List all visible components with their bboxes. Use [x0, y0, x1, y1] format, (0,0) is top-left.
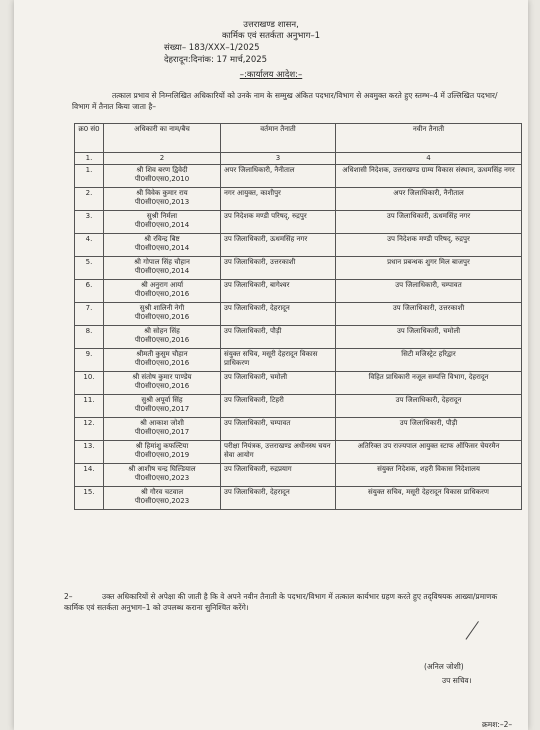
officer-name: श्री गोपाल सिंह चौहान — [134, 258, 190, 266]
officer-name: श्री शिव बरण द्विवेदी — [136, 166, 188, 174]
row-sn: 5. — [75, 257, 104, 280]
row-officer — [104, 188, 221, 211]
table-row — [75, 211, 522, 234]
row-new-posting: संयुक्त निदेशक, शहरी विकास निदेशालय — [336, 464, 522, 487]
officer-batch: पी0सी0एस0,2014 — [134, 267, 190, 275]
row-current-posting: उप जिलाधिकारी, देहरादून — [221, 303, 336, 326]
row-current-posting: उप जिलाधिकारी, रुद्रप्रयाग — [221, 464, 336, 487]
row-officer — [104, 349, 221, 372]
row-current-posting: उप जिलाधिकारी, चमोली — [221, 372, 336, 395]
table-row — [75, 395, 522, 418]
row-sn: 10. — [75, 372, 104, 395]
officer-name: श्रीमती कुसुम चौहान — [136, 350, 188, 358]
officer-batch: पी0सी0एस0,2013 — [134, 198, 190, 206]
table-row — [75, 188, 522, 211]
row-officer — [104, 372, 221, 395]
officer-name: सुश्री शालिनी नेगी — [139, 304, 185, 312]
table-row — [75, 418, 522, 441]
officer-batch: पी0सी0एस0,2014 — [134, 244, 190, 252]
officer-batch: पी0सी0एस0,2023 — [134, 474, 190, 482]
table-row — [75, 487, 522, 510]
row-sn: 11. — [75, 395, 104, 418]
row-officer — [104, 441, 221, 464]
row-officer — [104, 464, 221, 487]
row-current-posting: नगर आयुक्त, काशीपुर — [221, 188, 336, 211]
row-sn: 9. — [75, 349, 104, 372]
govt-header: उत्तराखण्ड शासन, — [243, 20, 299, 30]
officer-name: श्री गौरव चटवाल — [140, 488, 184, 496]
officer-batch: पी0सी0एस0,2017 — [134, 405, 190, 413]
row-new-posting: सिटी मजिस्ट्रेट हरिद्वार — [336, 349, 522, 372]
row-officer — [104, 303, 221, 326]
intro-paragraph: तत्काल प्रभाव से निम्नलिखित अधिकारियों को उनके नाम के सम्मुख अंकित पदभार/विभाग से अवमुक्त करते हुए स्तम्भ–4 में उल्लिखित पदभार/विभाग में तैनात किया जाता है– — [72, 91, 498, 111]
officer-batch: पी0सी0एस0,2016 — [134, 336, 190, 344]
officer-name: श्री अनुराग आर्या — [140, 281, 184, 289]
table-row — [75, 372, 522, 395]
transfer-table — [74, 123, 522, 510]
signature-mark — [465, 621, 503, 657]
row-new-posting: अधिशासी निदेशक, उत्तराखण्ड ग्राम्य विकास संस्थान, ऊधमसिंह नगर — [336, 165, 522, 188]
row-new-posting: उप जिलाधिकारी, देहरादून — [336, 395, 522, 418]
col-header-current: वर्तमान तैनाती — [221, 124, 336, 153]
row-new-posting: अपर जिलाधिकारी, नैनीताल — [336, 188, 522, 211]
paragraph-text: उक्त अधिकारियों से अपेक्षा की जाती है कि वे अपने नवीन तैनाती के पदभार/विभाग में तत्काल कार्यभार ग्रहण करते हुए तद्‌विषयक आख्या/प्रमाणक कार्मिक एवं सतर्कता अनुभाग–1 को उपलब्ध कराना सुनिश्चित करेंगे। — [64, 592, 498, 612]
table-row — [75, 326, 522, 349]
officer-batch: पी0सी0एस0,2016 — [134, 290, 190, 298]
row-officer — [104, 234, 221, 257]
officer-name: श्री संतोष कुमार पाण्डेय — [132, 373, 192, 381]
officer-name: सुश्री निर्मला — [146, 212, 178, 220]
officer-name: श्री रविन्द्र बिष्ट — [144, 235, 180, 243]
col-num-1: 1. — [75, 153, 104, 165]
row-sn: 7. — [75, 303, 104, 326]
col-num-4: 4 — [336, 153, 522, 165]
table-row — [75, 234, 522, 257]
table-header-row — [75, 124, 522, 153]
officer-name: श्री आशीष चन्द्र घिल्डियाल — [128, 465, 196, 473]
row-sn: 14. — [75, 464, 104, 487]
row-current-posting: उप जिलाधिकारी, देहरादून — [221, 487, 336, 510]
officer-name: श्री आकाश जोशी — [140, 419, 184, 427]
row-sn: 8. — [75, 326, 104, 349]
row-current-posting: उप जिलाधिकारी, पौड़ी — [221, 326, 336, 349]
row-officer — [104, 280, 221, 303]
officer-batch: पी0सी0एस0,2023 — [134, 497, 190, 505]
department-header: कार्मिक एवं सतर्कता अनुभाग–1 — [221, 31, 321, 41]
row-sn: 15. — [75, 487, 104, 510]
row-sn: 12. — [75, 418, 104, 441]
row-current-posting: अपर जिलाधिकारी, नैनीताल — [221, 165, 336, 188]
row-new-posting: प्रधान प्रबन्धक शुगर मिल बाजपुर — [336, 257, 522, 280]
row-officer — [104, 418, 221, 441]
row-sn: 13. — [75, 441, 104, 464]
row-sn: 4. — [75, 234, 104, 257]
row-officer — [104, 487, 221, 510]
col-header-sn: क्र0 सं0 — [75, 124, 104, 153]
officer-name: श्री सोहन सिंह — [144, 327, 180, 335]
page-continuation: क्रमश:–2– — [482, 720, 513, 729]
officer-batch: पी0सी0एस0,2017 — [134, 428, 190, 436]
row-new-posting: उप जिलाधिकारी, ऊधमसिंह नगर — [336, 211, 522, 234]
row-new-posting: उप जिलाधिकारी, चम्पावत — [336, 280, 522, 303]
row-sn: 2. — [75, 188, 104, 211]
row-current-posting: उप जिलाधिकारी, ऊधमसिंह नगर — [221, 234, 336, 257]
document-page — [14, 0, 528, 730]
table-row — [75, 257, 522, 280]
officer-batch: पी0सी0एस0,2016 — [134, 359, 190, 367]
table-row — [75, 441, 522, 464]
table-row — [75, 280, 522, 303]
order-title: –:कार्यालय आदेश:– — [239, 70, 303, 80]
instruction-paragraph — [64, 591, 514, 613]
row-current-posting: उप जिलाधिकारी, टिहरी — [221, 395, 336, 418]
row-new-posting: विहित प्राधिकारी नजूल सम्पत्ति विभाग, देहरादून — [336, 372, 522, 395]
table-row — [75, 303, 522, 326]
officer-batch: पी0सी0एस0,2014 — [134, 221, 190, 229]
officer-batch: पी0सी0एस0,2016 — [134, 313, 190, 321]
row-current-posting: परीक्षा नियंत्रक, उत्तराखण्ड अधीनस्थ चयन सेवा आयोग — [221, 441, 336, 464]
officer-batch: पी0सी0एस0,2016 — [134, 382, 190, 390]
row-officer — [104, 326, 221, 349]
row-current-posting: उप जिलाधिकारी, चम्पावत — [221, 418, 336, 441]
row-current-posting: संयुक्त सचिव, मसूरी देहरादून विकास प्राधिकरण — [221, 349, 336, 372]
row-officer — [104, 165, 221, 188]
row-new-posting: उप जिलाधिकारी, उत्तरकाशी — [336, 303, 522, 326]
row-current-posting: उप जिलाधिकारी, बागेश्वर — [221, 280, 336, 303]
officer-batch: पी0सी0एस0,2010 — [134, 175, 190, 183]
row-new-posting: संयुक्त सचिव, मसूरी देहरादून विकास प्राधिकरण — [336, 487, 522, 510]
col-header-new: नवीन तैनाती — [336, 124, 522, 153]
order-date: देहरादून:दिनांक: 17 मार्च,2025 — [164, 55, 268, 65]
row-sn: 6. — [75, 280, 104, 303]
row-current-posting: उप निदेशक मण्डी परिषद्, रुद्रपुर — [221, 211, 336, 234]
table-row — [75, 165, 522, 188]
officer-name: श्री विवेक कुमार राय — [136, 189, 188, 197]
row-new-posting: उप जिलाधिकारी, चमोली — [336, 326, 522, 349]
row-current-posting: उप जिलाधिकारी, उत्तरकाशी — [221, 257, 336, 280]
officer-name: सुश्री अपूर्वा सिंह — [141, 396, 183, 404]
signatory-name: (अनिल जोशी) — [424, 662, 464, 671]
column-number-row — [75, 153, 522, 165]
paragraph-number: 2– — [64, 592, 73, 601]
col-num-3: 3 — [221, 153, 336, 165]
col-header-officer: अधिकारी का नाम/बैच — [104, 124, 221, 153]
order-number: संख्या– 183/XXX–1/2025 — [164, 43, 260, 53]
row-new-posting: उप निदेशक मण्डी परिषद्, रुद्रपुर — [336, 234, 522, 257]
table-row — [75, 349, 522, 372]
signatory-designation: उप सचिव। — [442, 676, 472, 685]
col-num-2: 2 — [104, 153, 221, 165]
row-officer — [104, 257, 221, 280]
row-sn: 3. — [75, 211, 104, 234]
row-new-posting: अतिरिक्त उप राज्यपाल आयुक्त स्टाफ ऑफिसर चेयरमैन — [336, 441, 522, 464]
table-row — [75, 464, 522, 487]
officer-batch: पी0सी0एस0,2019 — [134, 451, 190, 459]
officer-name: श्री हिमांशु कफल्टिया — [135, 442, 189, 450]
row-new-posting: उप जिलाधिकारी, पौड़ी — [336, 418, 522, 441]
row-officer — [104, 395, 221, 418]
row-officer — [104, 211, 221, 234]
row-sn: 1. — [75, 165, 104, 188]
